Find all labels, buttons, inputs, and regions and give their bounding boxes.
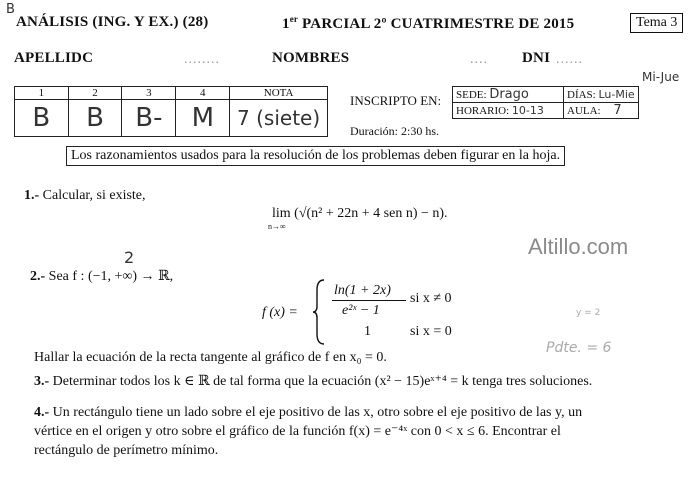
problem-1-formula: lim (√(n² + 22n + 4 sen n) − n). [272, 206, 448, 221]
problem-2-question: Hallar la ecuación de la recta tangente al gráfico de f en x₀ = 0. [34, 350, 387, 365]
dias-value: Lu-Mie [598, 88, 635, 101]
apellido-value: ........ [184, 52, 220, 67]
problem-2-number: 2.- [30, 269, 46, 284]
dias-extra: Mi-Jue [642, 70, 680, 84]
enrollment-grid [452, 86, 639, 119]
case-2-condition: si x = 0 [410, 324, 452, 339]
problem-2-text: Sea f : (−1, +∞) → ℝ, [48, 269, 174, 284]
case-1-condition: si x ≠ 0 [410, 291, 452, 306]
grades-table [14, 86, 328, 137]
dias-cell [564, 87, 639, 103]
grade-mark-1: B [15, 100, 69, 137]
pencil-note-1: y = 2 [576, 308, 601, 318]
grade-mark-3: B- [122, 100, 176, 137]
exam-title: 1er PARCIAL 2º CUATRIMESTRE DE 2015 [282, 14, 575, 32]
sede-value: Drago [489, 87, 529, 102]
problem-1-limit-sub: n→∞ [268, 222, 286, 231]
grade-mark-2: B [68, 100, 122, 137]
grade-mark-nota: 7 (siete) [230, 100, 328, 137]
problem-4 [34, 404, 582, 421]
dni-label: DNI [522, 50, 551, 66]
sede-cell [453, 87, 564, 103]
apellido-label: APELLIDC [14, 50, 94, 66]
nombres-dots: .... [470, 52, 488, 67]
course-title: ANÁLISIS (ING. Y EX.) (28) [16, 14, 209, 30]
grade-header-2: 2 [68, 87, 122, 100]
horario-value: 10-13 [511, 104, 544, 117]
grade-header-nota: NOTA [230, 87, 328, 100]
case-1-denominator: e²ˣ − 1 [342, 303, 380, 318]
problem-1-text: Calcular, si existe, [42, 188, 146, 203]
problem-2-f-label: f (x) = [262, 305, 298, 320]
duration-text: Duración: 2:30 hs. [350, 124, 439, 138]
nombres-label: NOMBRES [272, 50, 350, 66]
grade-header-3: 3 [122, 87, 176, 100]
problem-3-text: Determinar todos los k ∈ ℝ de tal forma que la ecuación (x² − 15)eˣ⁺⁴ = k tenga tres soluciones. [52, 374, 593, 389]
watermark: Altillo.com [528, 234, 629, 259]
instructions-banner: Los razonamientos usados para la resolución de los problemas deben figurar en la hoja. [66, 146, 565, 166]
problem-4-line-1: Un rectángulo tiene un lado sobre el eje positivo de las x, otro sobre el eje positivo de las y, un [52, 405, 583, 420]
horario-label: HORARIO: [456, 105, 510, 117]
case-2-value: 1 [364, 324, 371, 339]
grade-header-1: 1 [15, 87, 69, 100]
dias-label: DÍAS: [567, 89, 596, 101]
case-1-numerator: ln(1 + 2x) [334, 283, 391, 298]
pencil-note-2: Pdte. = 6 [546, 340, 612, 356]
aula-cell [564, 103, 639, 119]
dni-dots: ...... [556, 52, 583, 67]
grade-header-4: 4 [176, 87, 230, 100]
problem-4-number: 4.- [34, 405, 50, 420]
problem-3 [34, 373, 592, 390]
aula-label: AULA: [567, 105, 601, 117]
horario-cell [453, 103, 564, 119]
problem-1-number: 1.- [24, 188, 40, 203]
problem-1 [24, 187, 146, 204]
problem-4-line-2: vértice en el origen y otro sobre el gráfico de la función f(x) = e⁻⁴ˣ con 0 < x ≤ 6. Encontrar el [34, 424, 561, 439]
problem-4-line-3: rectángulo de perímetro mínimo. [34, 443, 219, 458]
inscripto-label: INSCRIPTO EN: [350, 93, 442, 108]
problem-2-handwritten: 2 [124, 248, 135, 267]
problem-3-number: 3.- [34, 374, 50, 389]
aula-value: 7 [613, 103, 622, 118]
problem-2 [30, 268, 173, 285]
corner-mark: B [6, 2, 15, 17]
sede-label: SEDE: [456, 89, 487, 101]
grade-mark-4: M [176, 100, 230, 137]
case-1-fraction-bar [332, 300, 406, 301]
tema-badge: Tema 3 [630, 13, 683, 33]
piecewise-brace [312, 278, 326, 346]
